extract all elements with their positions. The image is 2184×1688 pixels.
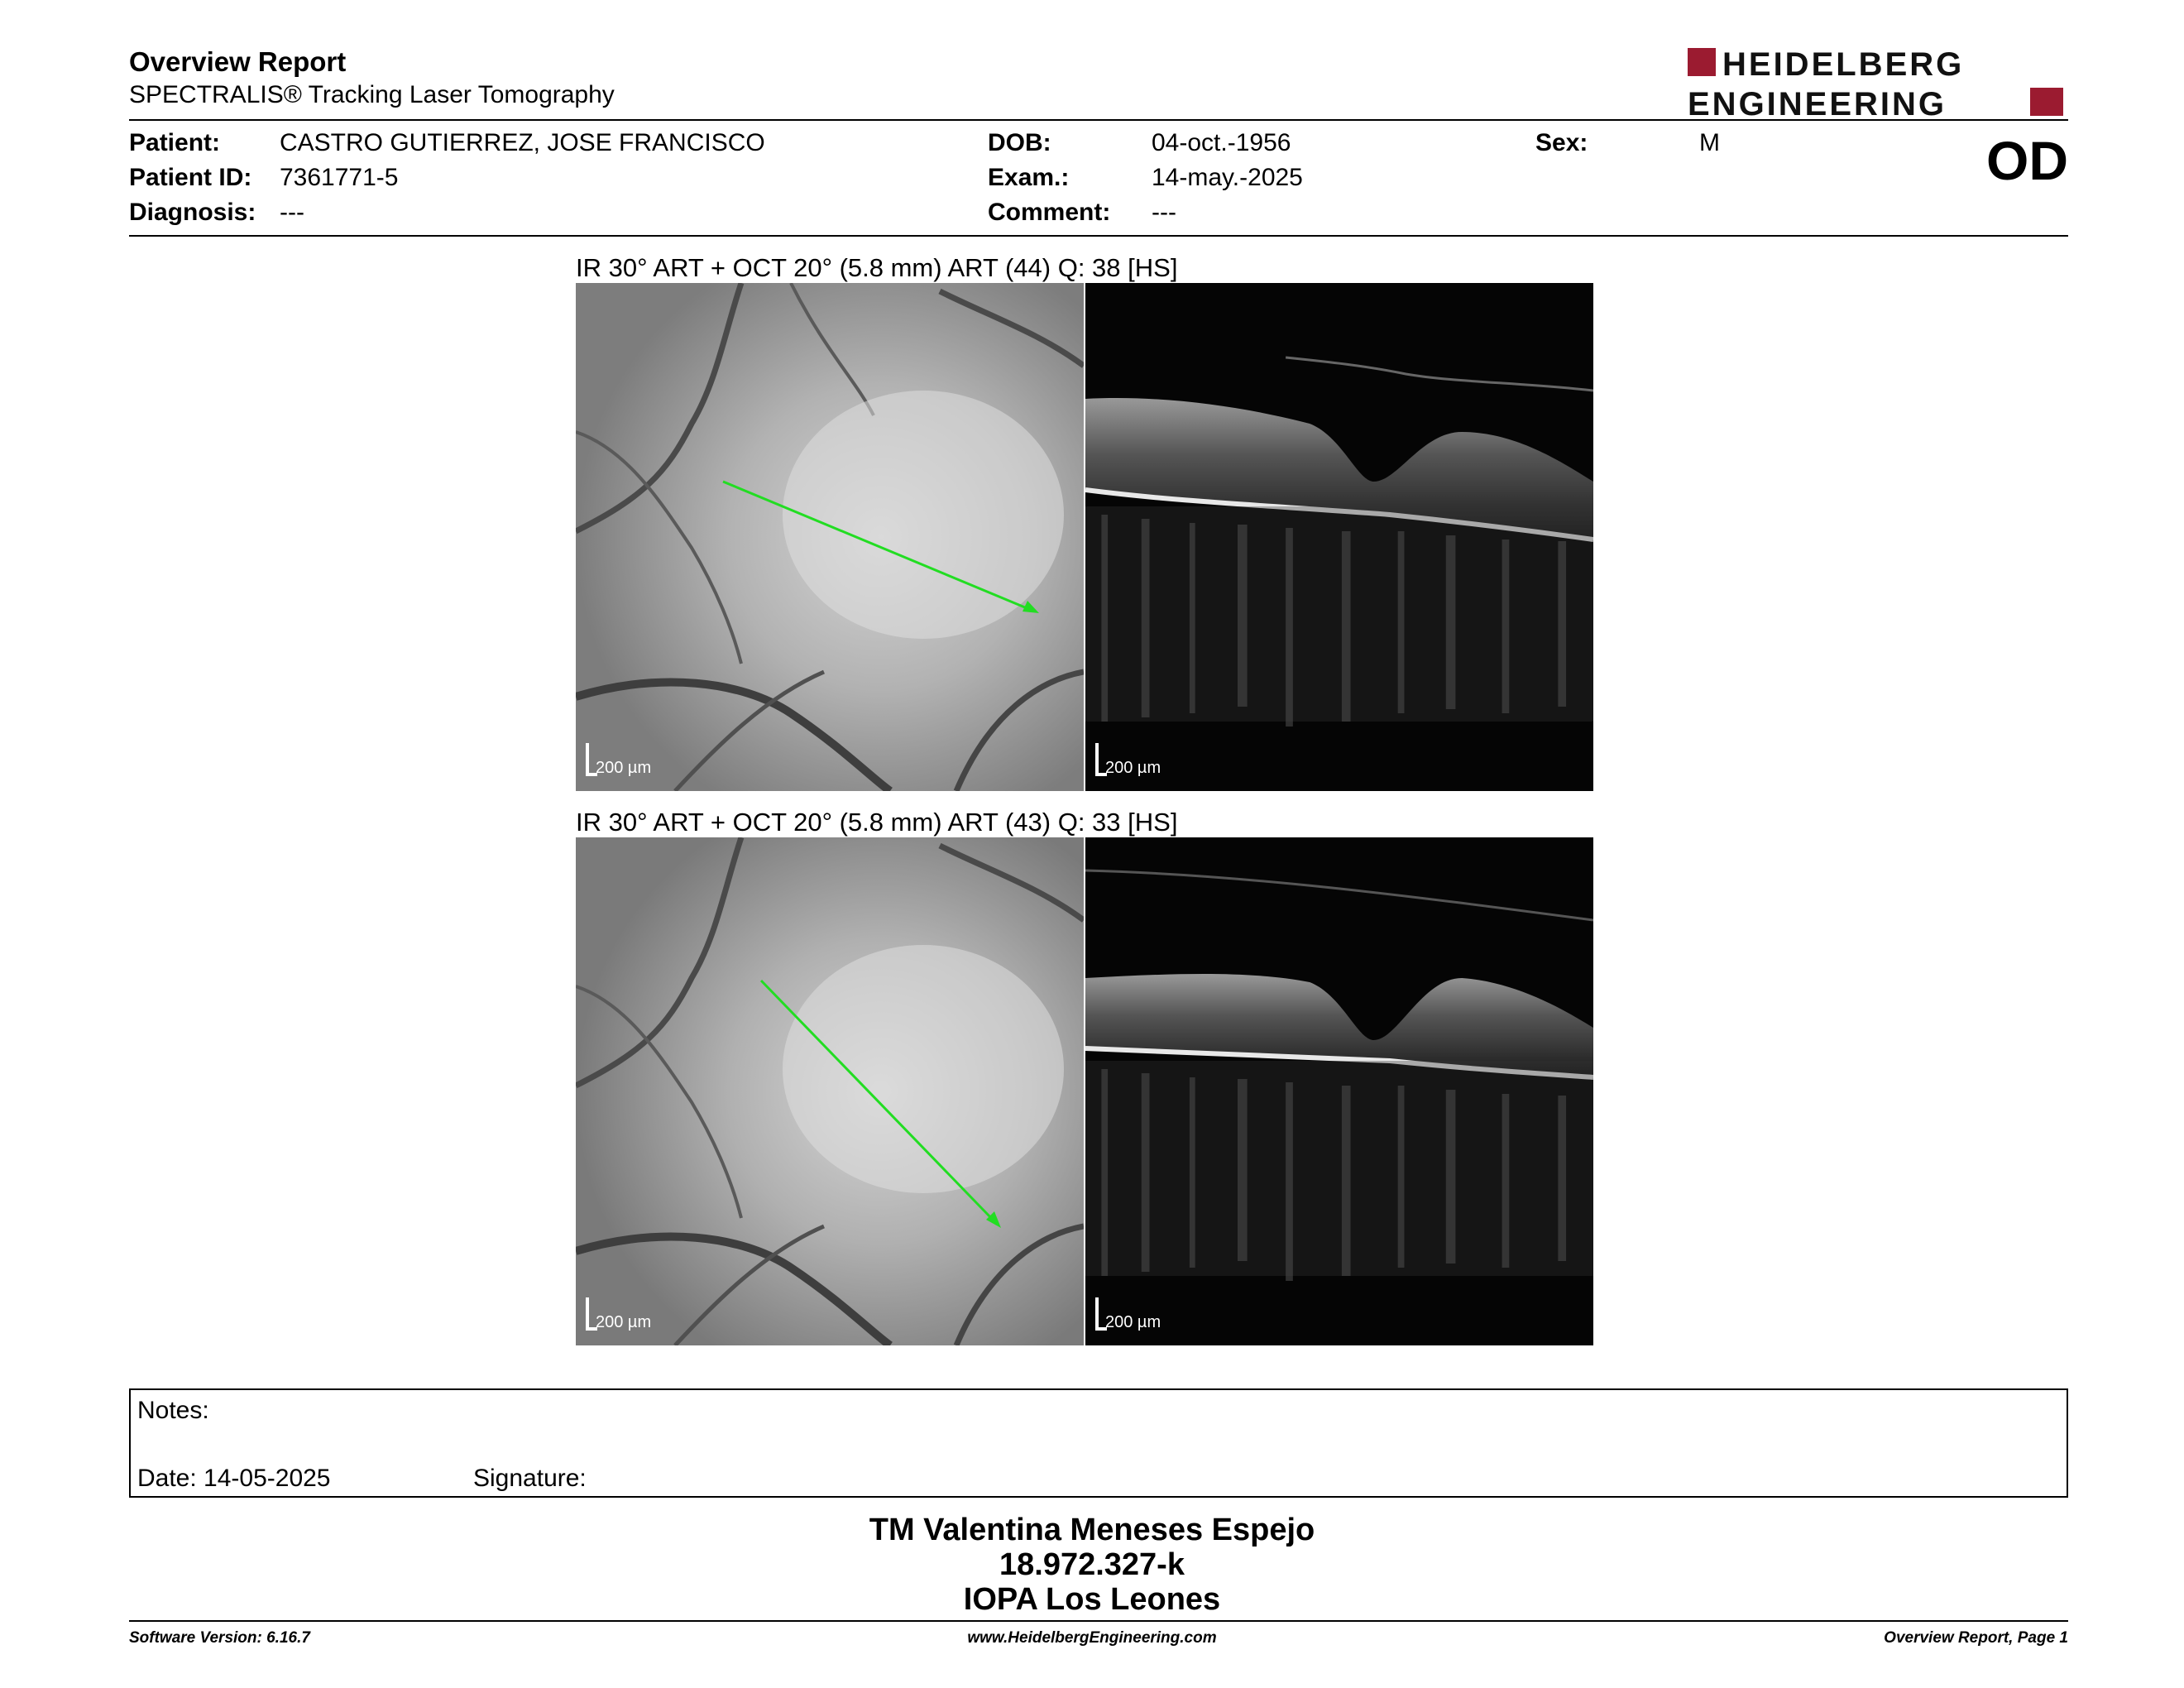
diagnosis-label: Diagnosis: — [129, 199, 256, 226]
patient-id: 7361771-5 — [280, 164, 399, 191]
sex-label: Sex: — [1535, 129, 1588, 156]
signatory-name: TM Valentina Meneses Espejo — [869, 1513, 1315, 1547]
exam-value: 14-may.-2025 — [1152, 164, 1303, 191]
page-number: Overview Report, Page 1 — [1884, 1629, 2068, 1647]
diagnosis-value: --- — [280, 199, 304, 226]
oct-bscan-image — [1085, 283, 1593, 791]
software-version: Software Version: 6.16.7 — [129, 1629, 310, 1647]
exam-label: Exam.: — [988, 164, 1070, 191]
svg-text:ENGINEERING: ENGINEERING — [1688, 86, 1947, 119]
dob-value: 04-oct.-1956 — [1152, 129, 1291, 156]
comment-value: --- — [1152, 199, 1176, 226]
comment-label: Comment: — [988, 199, 1111, 226]
footer-rule — [129, 1620, 2068, 1622]
patient-label: Patient: — [129, 129, 221, 156]
report-subtitle: SPECTRALIS® Tracking Laser Tomography — [129, 81, 615, 108]
ir-scale-label: 200 µm — [596, 759, 652, 777]
oct-scale-bar — [1095, 759, 1161, 778]
notes-label: Notes: — [137, 1397, 209, 1424]
header-rule — [129, 119, 2068, 121]
dob-label: DOB: — [988, 129, 1051, 156]
patient-name: CASTRO GUTIERREZ, JOSE FRANCISCO — [280, 129, 765, 156]
signatory-institution: IOPA Los Leones — [963, 1582, 1221, 1617]
oct-bscan-image — [1085, 837, 1593, 1345]
heidelberg-logo — [1688, 45, 2068, 119]
signatory-id: 18.972.327-k — [999, 1547, 1185, 1582]
patient-rule — [129, 235, 2068, 237]
sex-value: M — [1699, 129, 1720, 156]
oct-scale-label: 200 µm — [1105, 759, 1161, 777]
ir-scale-bar — [586, 1313, 652, 1332]
oct-scale-label: 200 µm — [1105, 1313, 1161, 1331]
scan-title: IR 30° ART + OCT 20° (5.8 mm) ART (44) Q: 38 [HS] — [576, 253, 1178, 282]
ir-scale-bar — [586, 759, 652, 778]
ir-fundus-image — [576, 837, 1084, 1345]
patient-id-label: Patient ID: — [129, 164, 252, 191]
date-label: Date: 14-05-2025 — [137, 1465, 331, 1492]
oct-scale-bar — [1095, 1313, 1161, 1332]
website-link[interactable]: www.HeidelbergEngineering.com — [967, 1629, 1217, 1647]
svg-text:HEIDELBERG: HEIDELBERG — [1722, 46, 1965, 83]
eye-indicator: OD — [1986, 130, 2068, 191]
scan-title: IR 30° ART + OCT 20° (5.8 mm) ART (43) Q: 33 [HS] — [576, 808, 1178, 837]
notes-box — [129, 1388, 2068, 1498]
report-title: Overview Report — [129, 46, 347, 77]
ir-scale-label: 200 µm — [596, 1313, 652, 1331]
signature-label: Signature: — [473, 1465, 587, 1492]
ir-fundus-image — [576, 283, 1084, 791]
